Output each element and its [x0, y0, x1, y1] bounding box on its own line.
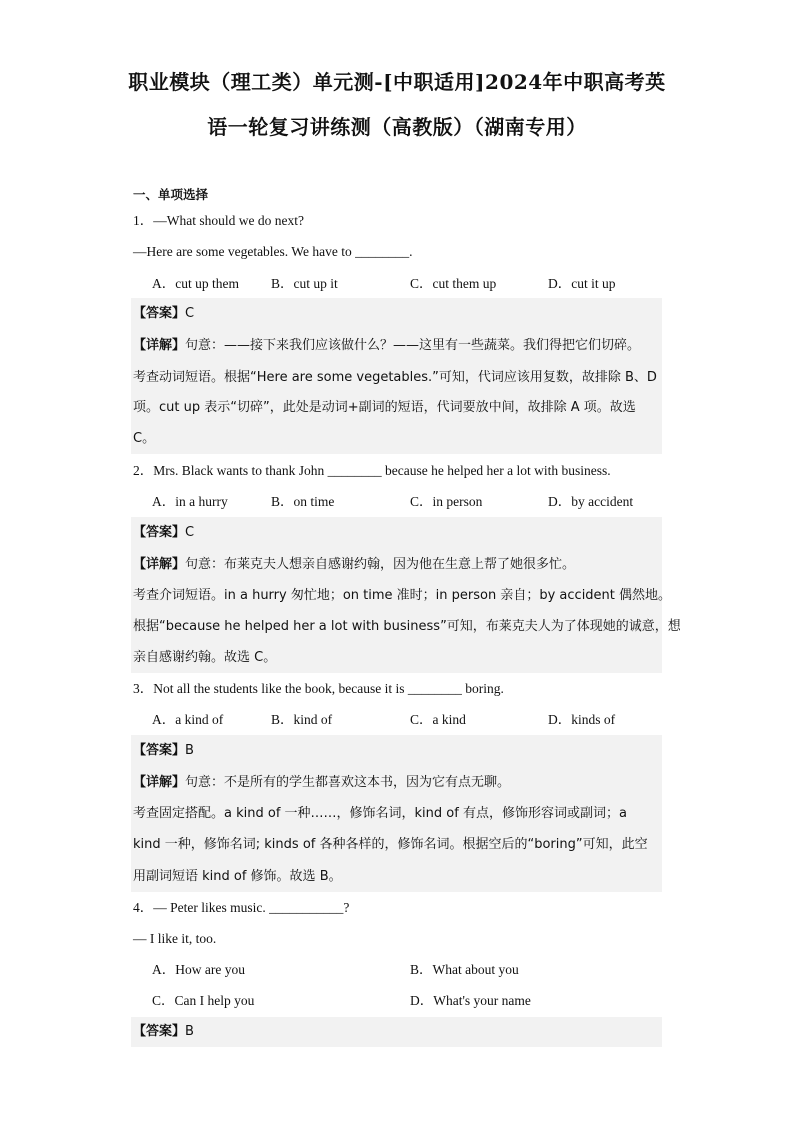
question-1-option-d: D．cut it up: [548, 276, 616, 291]
section-heading: 一、单项选择: [133, 187, 209, 202]
answer-tag: 【答案】: [133, 1024, 186, 1039]
question-2-detail-line-4: 亲自感谢约翰。故选 C。: [133, 650, 277, 665]
answer-tag: 【答案】: [133, 306, 186, 321]
question-2-option-d: D．by accident: [548, 494, 634, 509]
detail-tag: 【详解】: [133, 775, 186, 790]
question-3-option-d: D．kinds of: [548, 712, 616, 727]
question-1-option-c: C．cut them up: [410, 276, 497, 291]
answer-tag: 【答案】: [133, 743, 186, 758]
answer-value: B: [185, 743, 194, 758]
question-1-detail-line-4: C。: [133, 431, 156, 446]
answer-value: C: [185, 306, 195, 321]
question-1-detail-line-3: 项。cut up 表示“切碎”，此处是动词+副词的短语，代词要放中间，故排除 A 项。故选: [133, 400, 636, 415]
question-4-answer: [133, 1022, 194, 1042]
question-1-detail-line-2: 考查动词短语。根据“Here are some vegetables.”可知，代词应该用复数，故排除 B、D: [133, 370, 657, 385]
question-4-option-d: D．What's your name: [410, 993, 531, 1008]
question-3-answer: [133, 741, 194, 761]
question-3-option-c: C．a kind: [410, 712, 466, 727]
question-2-option-b: B．on time: [271, 494, 335, 509]
question-1-stem: 1．—What should we do next?: [133, 213, 304, 228]
answer-value: B: [185, 1024, 194, 1039]
question-1-stem-line-2: —Here are some vegetables. We have to ________.: [133, 244, 413, 259]
question-2-detail-line-3: 根据“because he helped her a lot with business”可知，布莱克夫人为了体现她的诚意，想: [133, 619, 681, 634]
answer-value: C: [185, 525, 195, 540]
question-2-answer: [133, 523, 194, 543]
answer-tag: 【答案】: [133, 525, 186, 540]
question-2-detail-line-2: 考查介词短语。in a hurry 匆忙地；on time 准时；in person 亲自；by accident 偶然地。: [133, 588, 672, 603]
question-3-detail-line-3: kind 一种，修饰名词; kinds of 各种各样的，修饰名词。根据空后的“boring”可知，此空: [133, 837, 648, 852]
question-4-stem-line-2: — I like it, too.: [133, 931, 217, 946]
question-4-option-c: C．Can I help you: [152, 993, 255, 1008]
question-4-answer-block: [131, 1017, 662, 1047]
document-title-line-1: 职业模块（理工类）单元测-[中职适用]2024年中职高考英: [128, 70, 666, 94]
question-2-option-a: A．in a hurry: [152, 494, 228, 509]
question-2-detail-line-1: [133, 555, 575, 575]
question-3-option-b: B．kind of: [271, 712, 333, 727]
question-2-option-c: C．in person: [410, 494, 483, 509]
question-3-detail-line-4: 用副词短语 kind of 修饰。故选 B。: [133, 869, 342, 884]
question-4-stem: 4．— Peter likes music. ___________?: [133, 900, 350, 915]
question-3-stem: 3．Not all the students like the book, because it is ________ boring.: [133, 681, 504, 696]
question-3-detail-line-1: [133, 773, 510, 793]
question-3-detail-line-2: 考查固定搭配。a kind of 一种……，修饰名词，kind of 有点，修饰形容词或副词；a: [133, 806, 627, 821]
question-4-option-b: B．What about you: [410, 962, 519, 977]
question-1-detail-line-1: [133, 336, 640, 356]
question-1-option-a: A．cut up them: [152, 276, 239, 291]
document-title-line-2: 语一轮复习讲练测（高教版）（湖南专用）: [207, 115, 587, 139]
detail-text: 句意：不是所有的学生都喜欢这本书，因为它有点无聊。: [185, 775, 511, 790]
question-1-answer: [133, 304, 194, 324]
question-3-option-a: A．a kind of: [152, 712, 224, 727]
detail-tag: 【详解】: [133, 557, 186, 572]
detail-tag: 【详解】: [133, 338, 186, 353]
question-4-option-a: A．How are you: [152, 962, 245, 977]
question-2-stem: 2．Mrs. Black wants to thank John ________ because he helped her a lot with business.: [133, 463, 611, 478]
detail-text: 句意：布莱克夫人想亲自感谢约翰，因为他在生意上帮了她很多忙。: [185, 557, 576, 572]
detail-text: 句意：——接下来我们应该做什么？——这里有一些蔬菜。我们得把它们切碎。: [185, 338, 641, 353]
question-1-option-b: B．cut up it: [271, 276, 338, 291]
